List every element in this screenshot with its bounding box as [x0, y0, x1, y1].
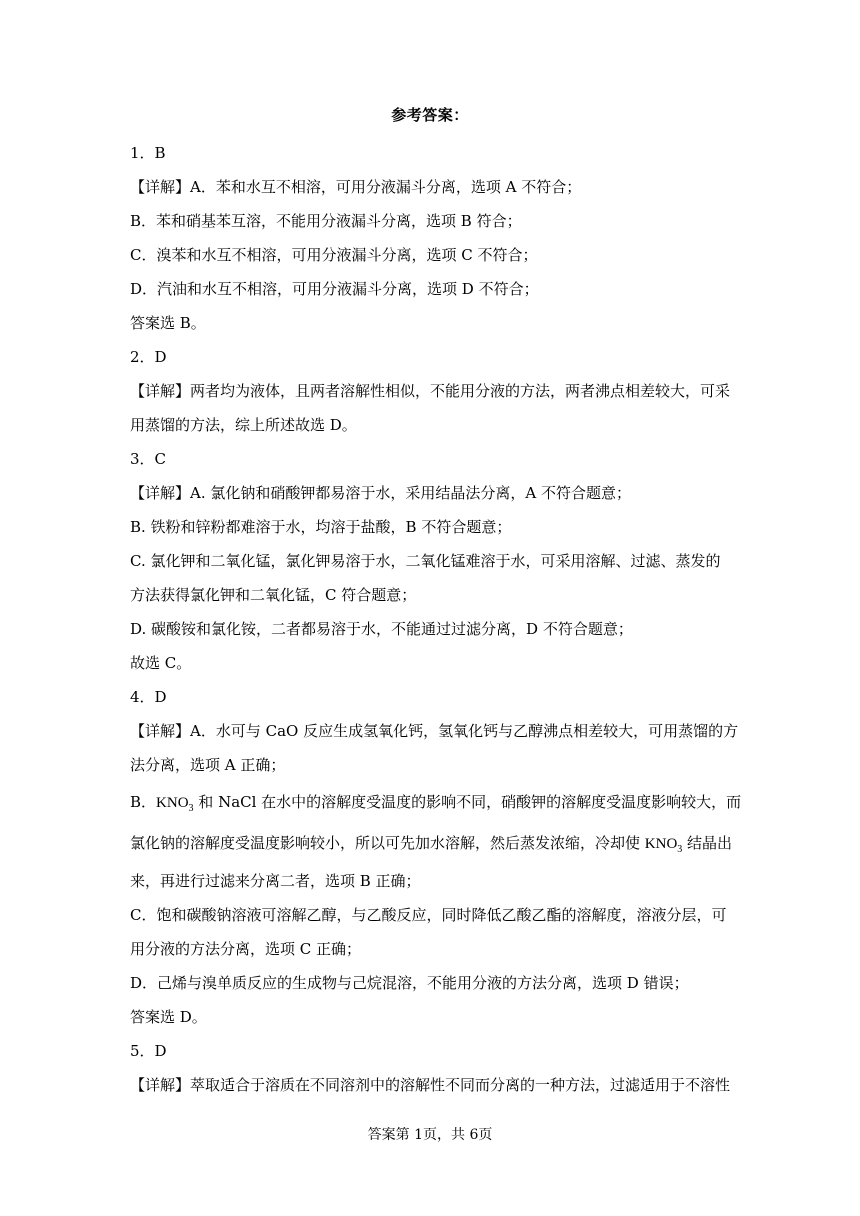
q1-number: 1．B — [130, 144, 166, 162]
q3-number: 3．C — [130, 450, 167, 468]
formula-kno3-text: KNO — [156, 795, 189, 811]
q3-answer: 故选 C。 — [130, 654, 192, 672]
q4-b1-prefix: B． — [130, 793, 157, 811]
q5-number: 5．D — [130, 1042, 167, 1060]
q3-explanation-a: 【详解】A. 氯化钠和硝酸钾都易溶于水，采用结晶法分离，A 不符合题意； — [130, 484, 631, 502]
q1-answer: 答案选 B。 — [130, 314, 206, 332]
formula-kno3-subscript: 3 — [188, 803, 194, 814]
q2-number: 2．D — [130, 348, 167, 366]
q3-explanation-b: B. 铁粉和锌粉都难溶于水，均溶于盐酸，B 不符合题意； — [130, 518, 512, 536]
q1-explanation-b: B．苯和硝基苯互溶，不能用分液漏斗分离，选项 B 符合； — [130, 212, 522, 230]
q4-explanation-b-line3: 来，再进行过滤来分离二者，选项 B 正确； — [130, 872, 421, 890]
q2-explanation-line1: 【详解】两者均为液体，且两者溶解性相似，不能用分液的方法，两者沸点相差较大，可采 — [130, 382, 731, 400]
q4-b1-text: 和 NaCl 在水中的溶解度受温度的影响不同，硝酸钾的溶解度受温度影响较大，而 — [193, 793, 742, 811]
q4-explanation-b-line1 — [130, 782, 742, 823]
answer-body — [130, 136, 742, 1102]
q4-explanation-b-line2 — [130, 823, 733, 864]
q4-explanation-a-line2: 法分离，选项 A 正确； — [130, 756, 286, 774]
q4-explanation-c-line2: 用分液的方法分离，选项 C 正确； — [130, 940, 362, 958]
formula-kno3 — [156, 795, 194, 814]
page-title: 参考答案： — [391, 106, 469, 124]
page-footer: 答案第 1页，共 6页 — [367, 1127, 493, 1143]
q1-explanation-c: C．溴苯和水互不相溶，可用分液漏斗分离，选项 C 不符合； — [130, 246, 538, 264]
q3-explanation-c-line2: 方法获得氯化钾和二氧化锰，C 符合题意； — [130, 586, 417, 604]
q4-explanation-d: D．己烯与溴单质反应的生成物与己烷混溶，不能用分液的方法分离，选项 D 错误； — [130, 974, 689, 992]
q3-explanation-d: D. 碳酸铵和氯化铵，二者都易溶于水，不能通过过滤分离，D 不符合题意； — [130, 620, 633, 638]
q1-explanation-d: D．汽油和水互不相溶，可用分液漏斗分离，选项 D 不符合； — [130, 280, 539, 298]
formula-kno3-subscript: 3 — [677, 844, 683, 855]
q4-answer: 答案选 D。 — [130, 1008, 207, 1026]
q4-number: 4．D — [130, 688, 167, 706]
q4-b2-suffix: 结晶出 — [682, 834, 733, 852]
q4-explanation-c-line1: C．饱和碳酸钠溶液可溶解乙醇，与乙酸反应，同时降低乙酸乙酯的溶解度，溶液分层，可 — [130, 906, 727, 924]
q3-explanation-c-line1: C. 氯化钾和二氧化锰，氯化钾易溶于水，二氧化锰难溶于水，可采用溶解、过滤、蒸发的 — [130, 552, 721, 570]
q4-b2-prefix: 氯化钠的溶解度受温度影响较小，所以可先加水溶解，然后蒸发浓缩，冷却使 — [130, 834, 645, 852]
q2-explanation-line2: 用蒸馏的方法，综上所述故选 D。 — [130, 416, 357, 434]
q5-explanation-line1: 【详解】萃取适合于溶质在不同溶剂中的溶解性不同而分离的一种方法，过滤适用于不溶性 — [130, 1076, 731, 1094]
formula-kno3 — [644, 836, 683, 855]
formula-kno3-text: KNO — [644, 836, 678, 852]
q4-explanation-a-line1: 【详解】A．水可与 CaO 反应生成氢氧化钙，氢氧化钙与乙醇沸点相差较大，可用蒸馏的方 — [130, 722, 739, 740]
q1-explanation-a: 【详解】A．苯和水互不相溶，可用分液漏斗分离，选项 A 不符合； — [130, 178, 582, 196]
